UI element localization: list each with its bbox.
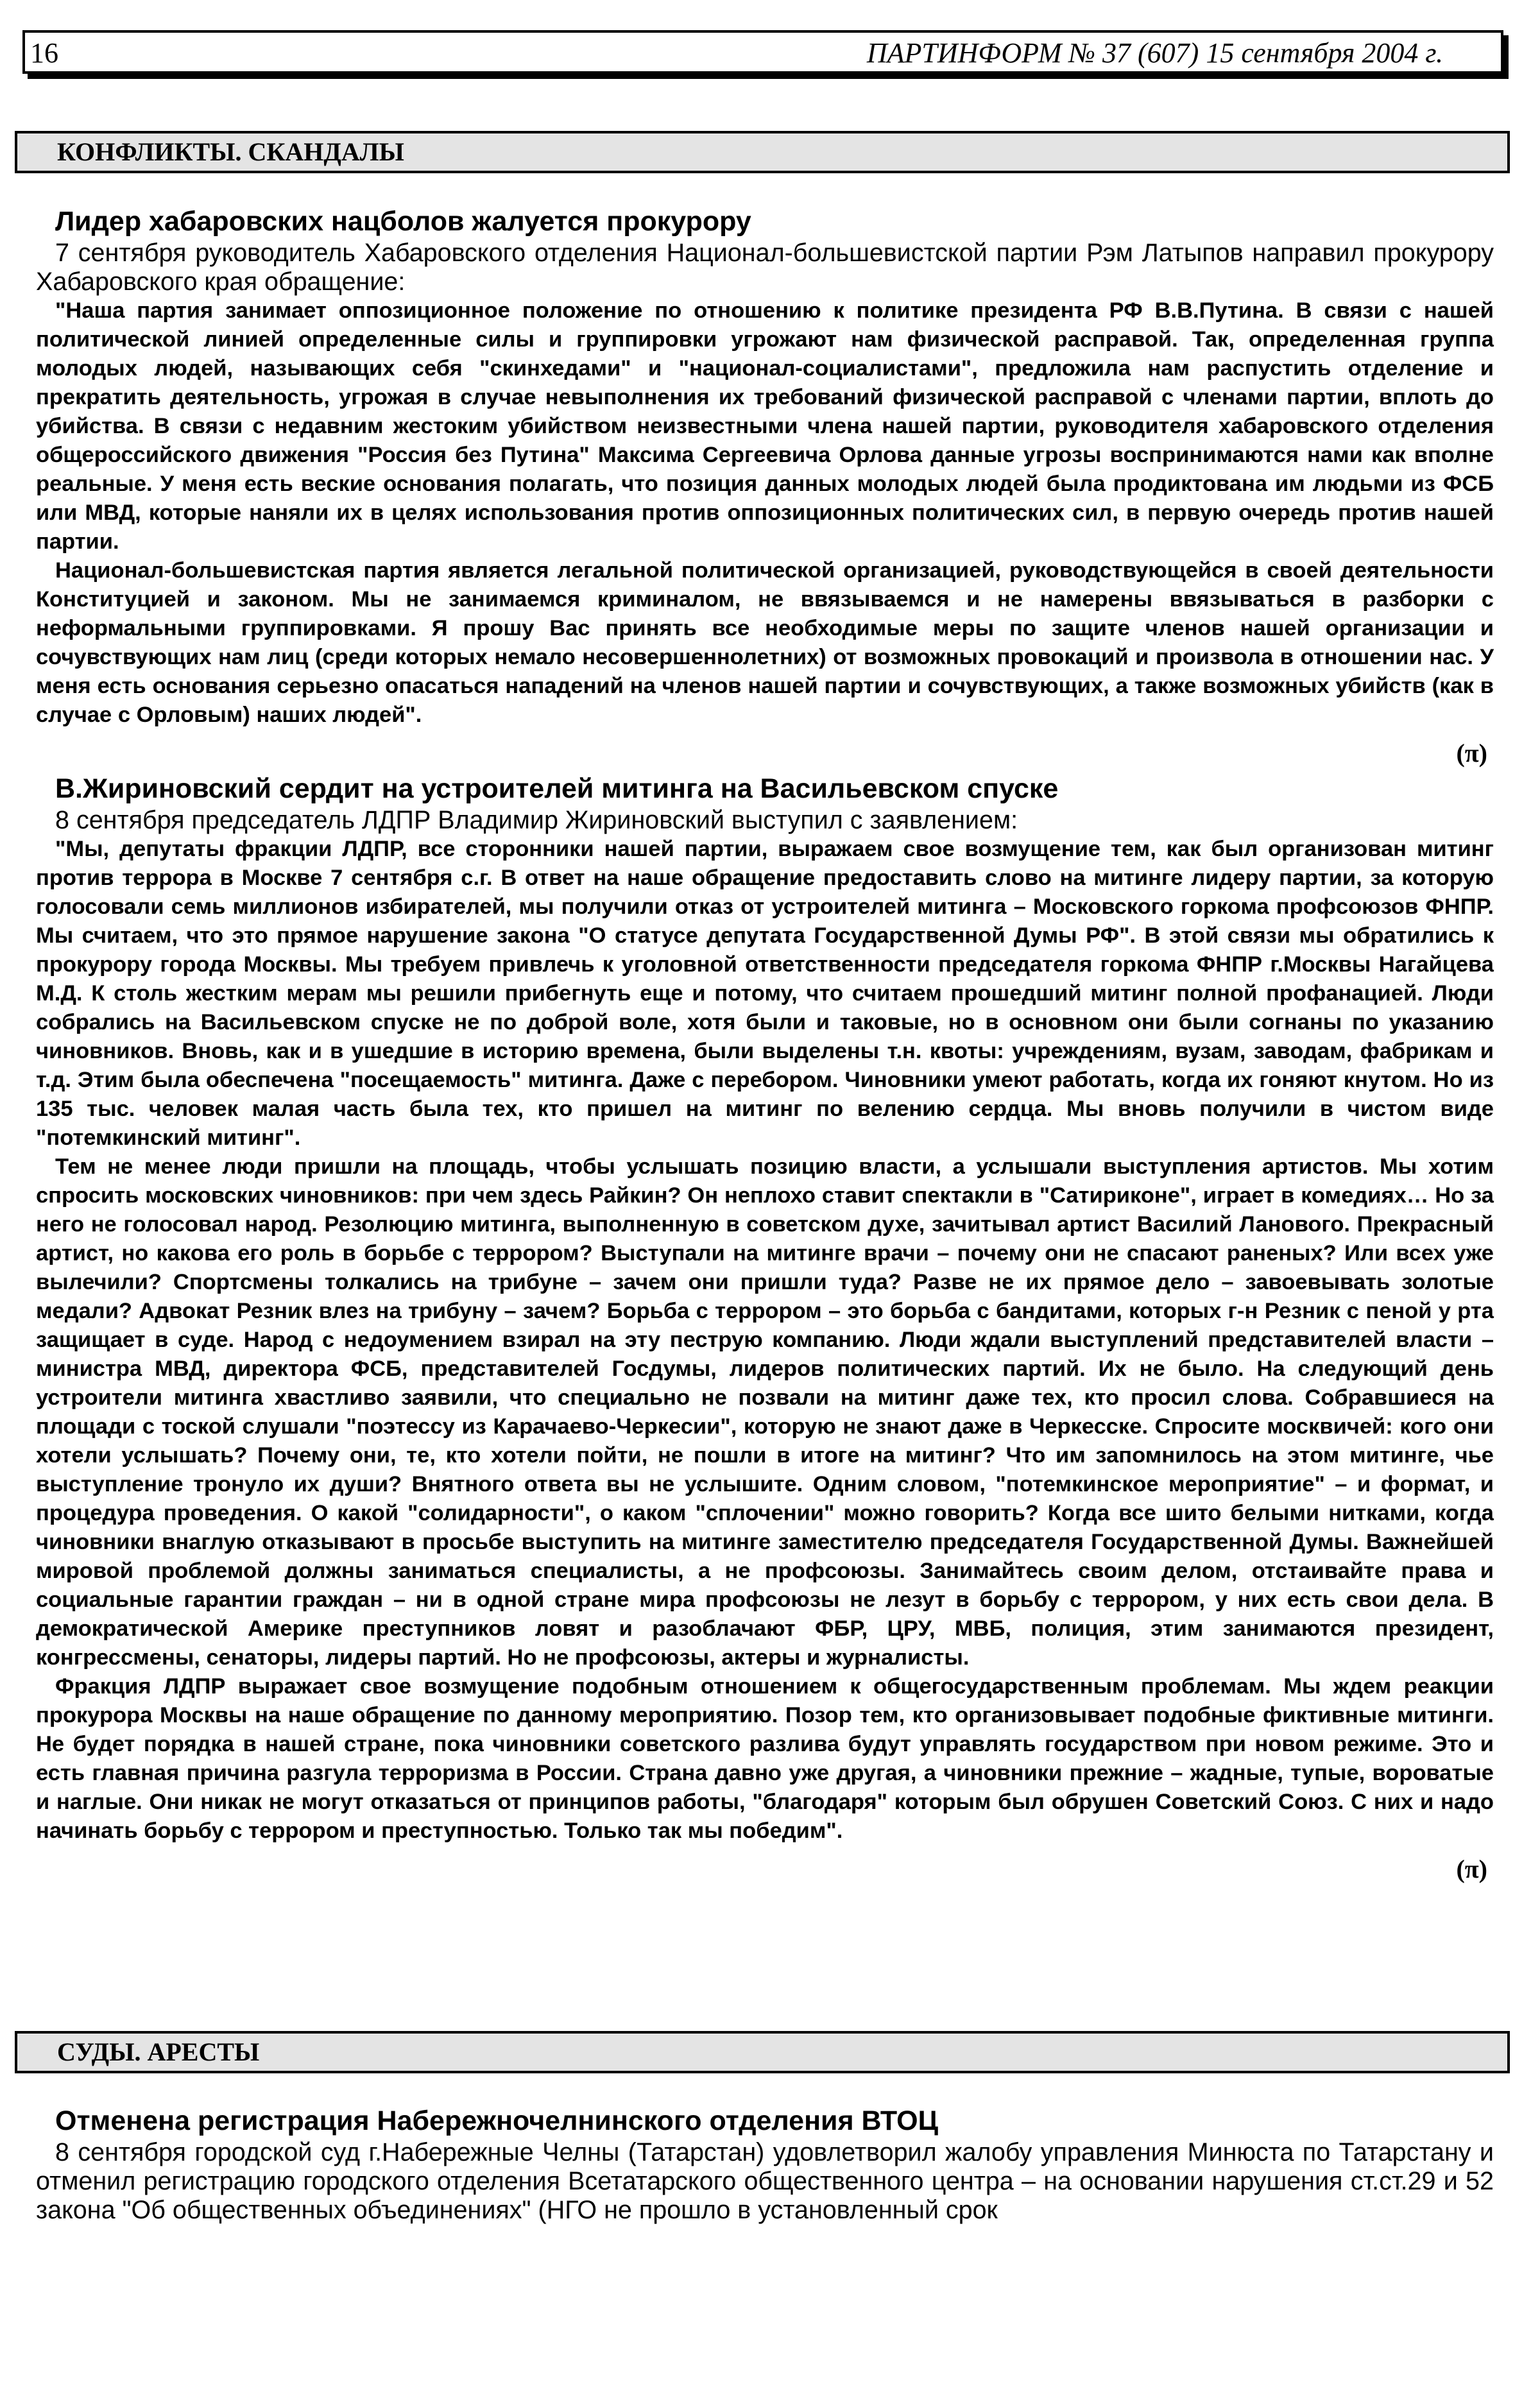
article-paragraph: Тем не менее люди пришли на площадь, чтобы услышать позицию власти, а услышали выступления артистов. Мы хотим спросить московских чиновников: при чем здесь Райкин? Он неплохо ставит спектакли в "Сатириконе", играет в комедиях… Но за него не голосовал народ. Резолюцию митинга, выполненную в советском духе, зачитывал артист Василий Ланового. Прекрасный артист, но какова его роль в борьбе с террором? Выступали на митинге врачи – почему они не спасают раненых? Или всех уже вылечили? Спортсмены толкались на трибуне – зачем они пришли туда? Разве не их прямое дело – завоевывать золотые медали? Адвокат Резник влез на трибуну – зачем? Борьба с террором – это борьба с бандитами, которых г-н Резник с пеной у рта защищает в суде. Народ с недоумением взирал на эту пеструю компанию. Люди ждали выступлений представителей власти – министра МВД, директора ФСБ, представителей Госдумы, лидеров политических партий. Их не было. На следующий день устроители митинга хвастливо заявили, что специально не позвали на митинг даже тех, кто просил слова. Собравшиеся на площади с тоской слушали "поэтессу из Карачаево-Черкесии", которую не знают даже в Черкесске. Спросите москвичей: кого они хотели услышать? Почему они, те, кто хотели пойти, не пошли в итоге на митинг? Что им запомнилось на этом митинге, чье выступление тронуло их души? Внятного ответа вы не услышите. Одним словом, "потемкинское мероприятие" – и формат, и процедура проведения. О какой "солидарности", о каком "сплочении" можно говорить? Когда все шито белыми нитками, когда чиновники внаглую отказывают в просьбе выступить на митинге заместителю председателя Государственной Думы. Важнейшей мировой проблемой должны заниматься специалисты, а не профсоюзы. Занимайтесь своим делом, отстаивайте права и социальные гарантии граждан – ни в одной стране мира профсоюзы не лезут в борьбу с террором, у них есть свои дела. В демократической Америке преступников ловят и разоблачают ФБР, ЦРУ, МВБ, полиция, этим занимаются президент, конгрессмены, сенаторы, лидеры партий. Но не профсоюзы, актеры и журналисты.	[36, 1154, 1494, 1670]
article-source: (π)	[1456, 1855, 1487, 1883]
publication-title: ПАРТИНФОРМ № 37 (607) 15 сентября 2004 г.	[866, 37, 1443, 69]
section-header-courts	[15, 2031, 1510, 2073]
article-paragraph: "Наша партия занимает оппозиционное положение по отношению к политике президента РФ В.В.Путина. В связи с нашей политической линией определенные силы и группировки угрожают нам физической расправой. Так, определенная группа молодых людей, называющих себя "скинхедами" и "национал-социалистами", предложила нам распустить отделение и прекратить деятельность, угрожая в случае невыполнения их требований физической расправой с членами партии, вплоть до убийства. В связи с недавним жестоким убийством неизвестными члена нашей партии, руководителя хабаровского отделения общероссийского движения "Россия без Путина" Максима Сергеевича Орлова данные угрозы воспринимаются нами как вполне реальные. У меня есть веские основания полагать, что позиция данных молодых людей была продиктована им людьми из ФСБ или МВД, которые наняли их в целях использования против оппозиционных политических сил, в первую очередь против нашей партии.	[36, 298, 1494, 554]
article-vtots-registration	[36, 2104, 1494, 2225]
article-paragraph: "Мы, депутаты фракции ЛДПР, все сторонники нашей партии, выражаем свое возмущение тем, как был организован митинг против террора в Москве 7 сентября с.г. В ответ на наше обращение предоставить слово на митинге лидеру партии, за которую голосовали семь миллионов избирателей, мы получили отказ от устроителей митинга – Московского горкома профсоюзов ФНПР. Мы считаем, что это прямое нарушение закона "О статусе депутата Государственной Думы РФ". В этой связи мы обратились к прокурору города Москвы. Мы требуем привлечь к уголовной ответственности председателя горкома ФНПР г.Москвы Нагайцева М.Д. К столь жестким мерам мы решили прибегнуть еще и потому, что считаем прошедший митинг полной профанацией. Люди собрались на Васильевском спуске не по доброй воле, хотя были и таковые, но в основном они были согнаны по указанию чиновников. Вновь, как и в ушедшие в историю времена, были выделены т.н. квоты: учреждениям, вузам, заводам, фабрикам и т.д. Этим была обеспечена "посещаемость" митинга. Даже с перебором. Чиновники умеют работать, когда их гоняют кнутом. Но из 135 тыс. человек малая часть была тех, кто пришел на митинг по велению сердца. Мы вновь получили в чистом виде "потемкинский митинг".	[36, 837, 1494, 1150]
article-lead: 7 сентября руководитель Хабаровского отделения Национал-большевистской партии Рэм Латыпов направил прокурору Хабаровского края обращение:	[36, 239, 1494, 296]
section-header-conflicts	[15, 131, 1510, 173]
article-zhirinovsky	[36, 771, 1494, 1883]
page-header	[22, 30, 1503, 74]
article-headline: В.Жириновский сердит на устроителей митинга на Васильевском спуске	[55, 773, 1059, 804]
article-paragraph: Фракция ЛДПР выражает свое возмущение подобным отношением к общегосударственным проблемам. Мы ждем реакции прокурора Москвы на наше обращение по данному мероприятию. Позор тем, кто организовывает подобные фиктивные митинги. Не будет порядка в нашей стране, пока чиновники советского разлива будут управлять государством при новом режиме. Это и есть главная причина разгула терроризма в России. Страна давно уже другая, а чиновники прежние – жадные, тупые, вороватые и наглые. Они никак не могут отказаться от принципов работы, "благодаря" которым был обрушен Советский Союз. С них и надо начинать борьбу с террором и преступностью. Только так мы победим".	[36, 1674, 1494, 1843]
article-lead: 8 сентября председатель ЛДПР Владимир Жириновский выступил с заявлением:	[55, 806, 1018, 834]
section-title: СУДЫ. АРЕСТЫ	[57, 2037, 260, 2066]
article-khabarovsk-natsbol	[36, 204, 1494, 767]
page-number: 16	[30, 37, 58, 69]
article-headline: Лидер хабаровских нацболов жалуется прокурору	[55, 206, 751, 237]
article-headline: Отменена регистрация Набережночелнинского отделения ВТОЦ	[55, 2105, 938, 2136]
section-title: КОНФЛИКТЫ. СКАНДАЛЫ	[57, 137, 404, 166]
article-paragraph: Национал-большевистская партия является легальной политической организацией, руководствующейся в своей деятельности Конституцией и законом. Мы не занимаемся криминалом, не ввязываемся и не намерены ввязываться в разборки с неформальными группировками. Я прошу Вас принять все необходимые меры по защите членов нашей организации и сочувствующих нам лиц (среди которых немало несовершеннолетних) от возможных провокаций и произвола в отношении нас. У меня есть основания серьезно опасаться нападений на членов нашей партии и сочувствующих, а также возможных убийств (как в случае с Орловым) наших людей".	[36, 558, 1494, 727]
article-lead: 8 сентября городской суд г.Набережные Челны (Татарстан) удовлетворил жалобу управления Минюста по Татарстану и отменил регистрацию городского отделения Всетатарского общественного центра – на основании нарушения ст.ст.29 и 52 закона "Об общественных объединениях" (НГО не прошло в установленный срок	[36, 2138, 1494, 2224]
article-source: (π)	[1456, 739, 1487, 767]
